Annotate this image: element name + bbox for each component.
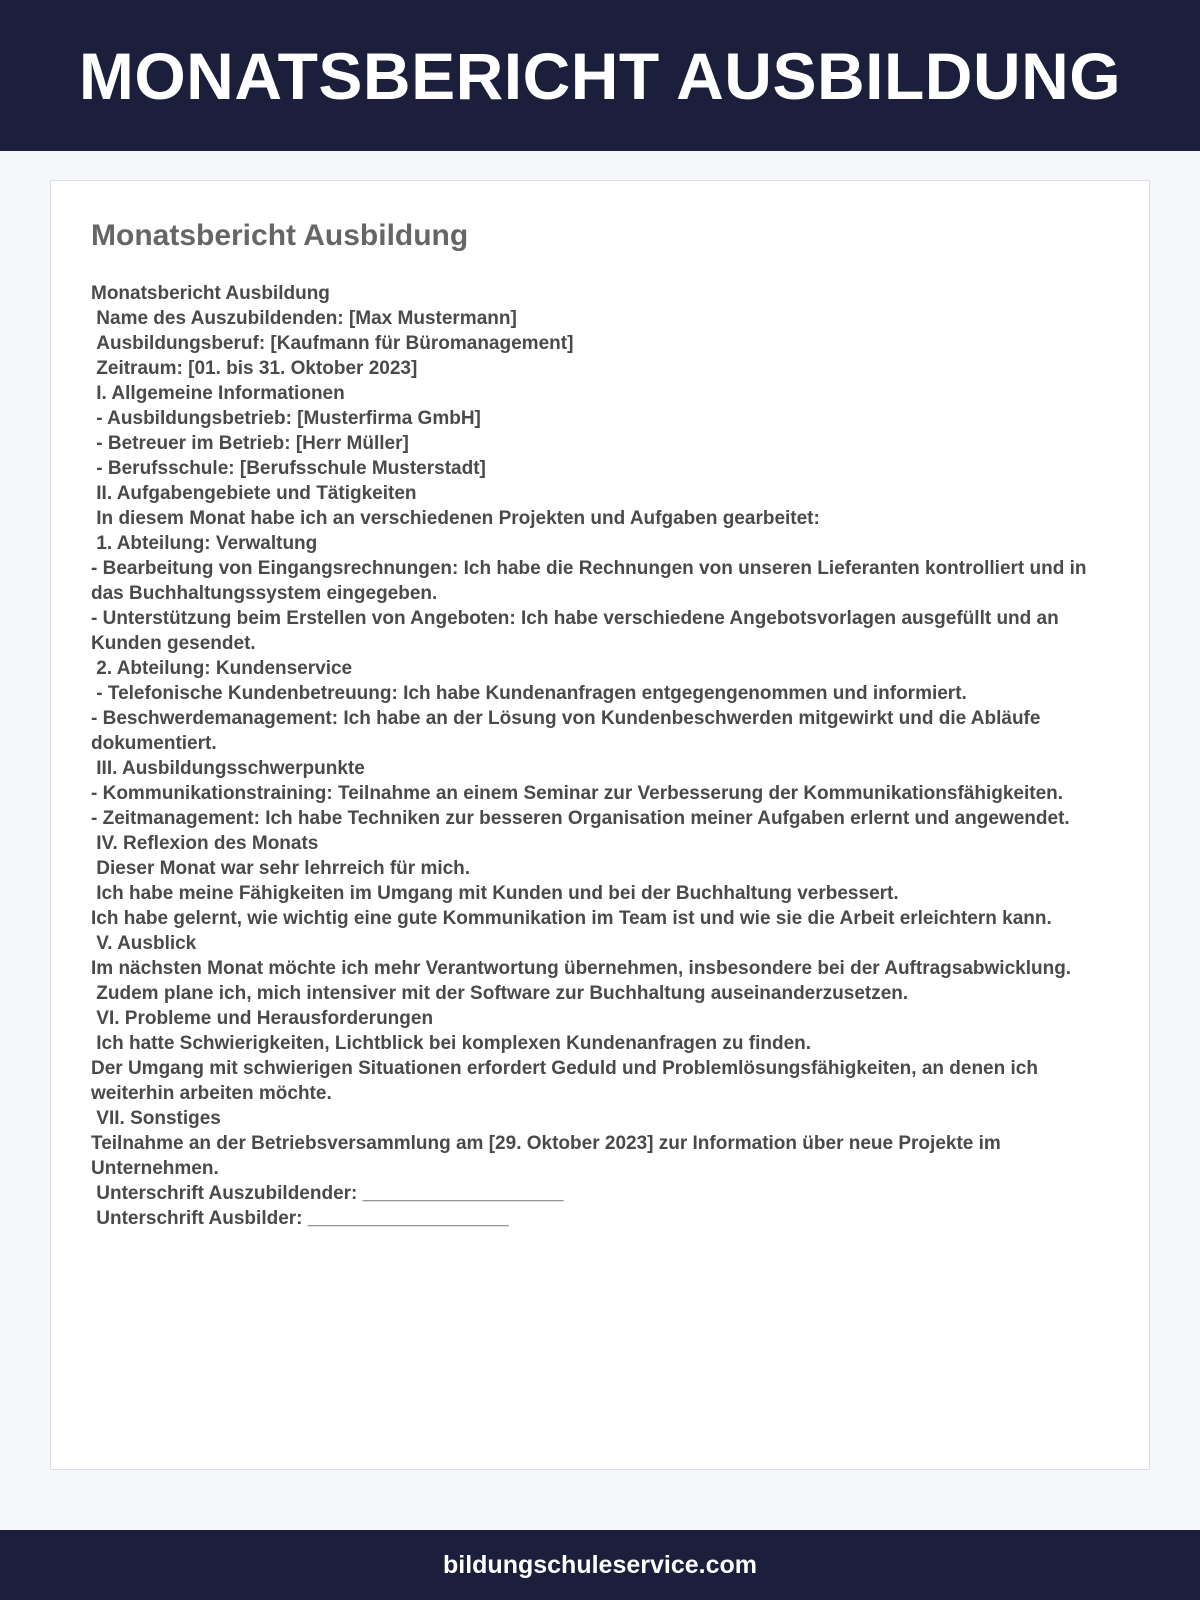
document-line: V. Ausblick — [91, 933, 197, 954]
document-line: In diesem Monat habe ich an verschiedenen Projekten und Aufgaben gearbeitet: — [91, 508, 820, 529]
top-banner — [0, 0, 1200, 151]
footer-site-name: bildungschuleservice.com — [443, 1550, 757, 1579]
document-line: Im nächsten Monat möchte ich mehr Verantwortung übernehmen, insbesondere bei der Auftragsabwicklung. — [91, 958, 1072, 979]
document-line: 1. Abteilung: Verwaltung — [91, 533, 318, 554]
document-line: - Telefonische Kundenbetreuung: Ich habe Kundenanfragen entgegengenommen und informiert. — [91, 683, 967, 704]
document-line: Monatsbericht Ausbildung — [91, 283, 330, 304]
document-line: Der Umgang mit schwierigen Situationen erfordert Geduld und Problemlösungsfähigkeiten, an denen ich weiterhin arbeiten möchte. — [91, 1058, 1044, 1104]
document-line: II. Aufgabengebiete und Tätigkeiten — [91, 483, 417, 504]
document-line: I. Allgemeine Informationen — [91, 383, 345, 404]
document-line: - Unterstützung beim Erstellen von Angeboten: Ich habe verschiedene Angebotsvorlagen ausgefüllt und an Kunden gesendet. — [91, 608, 1065, 654]
document-body — [91, 281, 1101, 1231]
document-line: - Kommunikationstraining: Teilnahme an einem Seminar zur Verbesserung der Kommunikationsfähigkeiten. — [91, 783, 1064, 804]
footer-banner — [0, 1530, 1200, 1600]
document-line: - Bearbeitung von Eingangsrechnungen: Ich habe die Rechnungen von unseren Lieferanten kontrolliert und in das Buchhaltungssystem eingegeben. — [91, 558, 1092, 604]
document-line: VII. Sonstiges — [91, 1108, 221, 1129]
document-line: Ich hatte Schwierigkeiten, Lichtblick bei komplexen Kundenanfragen zu finden. — [91, 1033, 812, 1054]
document-heading: Monatsbericht Ausbildung — [91, 219, 469, 252]
document-line: III. Ausbildungsschwerpunkte — [91, 758, 365, 779]
document-line: Ich habe meine Fähigkeiten im Umgang mit Kunden und bei der Buchhaltung verbessert. — [91, 883, 899, 904]
document-line: 2. Abteilung: Kundenservice — [91, 658, 353, 679]
document-card — [50, 180, 1150, 1470]
document-line: Zudem plane ich, mich intensiver mit der Software zur Buchhaltung auseinanderzusetzen. — [91, 983, 909, 1004]
document-line: - Berufsschule: [Berufsschule Musterstadt] — [91, 458, 486, 479]
document-line: Unterschrift Auszubildender: ___________________ — [91, 1183, 564, 1204]
document-line: Ich habe gelernt, wie wichtig eine gute Kommunikation im Team ist und wie sie die Arbeit erleichtern kann. — [91, 908, 1052, 929]
document-line: - Beschwerdemanagement: Ich habe an der Lösung von Kundenbeschwerden mitgewirkt und die Abläufe dokumentiert. — [91, 708, 1046, 754]
document-line: VI. Probleme und Herausforderungen — [91, 1008, 434, 1029]
document-line: Ausbildungsberuf: [Kaufmann für Büromanagement] — [91, 333, 574, 354]
banner-title: MONATSBERICHT AUSBILDUNG — [78, 38, 1122, 113]
document-line: Teilnahme an der Betriebsversammlung am [29. Oktober 2023] zur Information über neue Projekte im Unternehmen. — [91, 1133, 1007, 1179]
document-line: Dieser Monat war sehr lehrreich für mich. — [91, 858, 471, 879]
document-line: IV. Reflexion des Monats — [91, 833, 319, 854]
document-line: Unterschrift Ausbilder: ___________________ — [91, 1208, 509, 1229]
document-line: - Zeitmanagement: Ich habe Techniken zur besseren Organisation meiner Aufgaben erlernt und angewendet. — [91, 808, 1070, 829]
document-line: - Ausbildungsbetrieb: [Musterfirma GmbH] — [91, 408, 481, 429]
document-line: - Betreuer im Betrieb: [Herr Müller] — [91, 433, 409, 454]
document-line: Zeitraum: [01. bis 31. Oktober 2023] — [91, 358, 418, 379]
document-line: Name des Auszubildenden: [Max Mustermann] — [91, 308, 517, 329]
